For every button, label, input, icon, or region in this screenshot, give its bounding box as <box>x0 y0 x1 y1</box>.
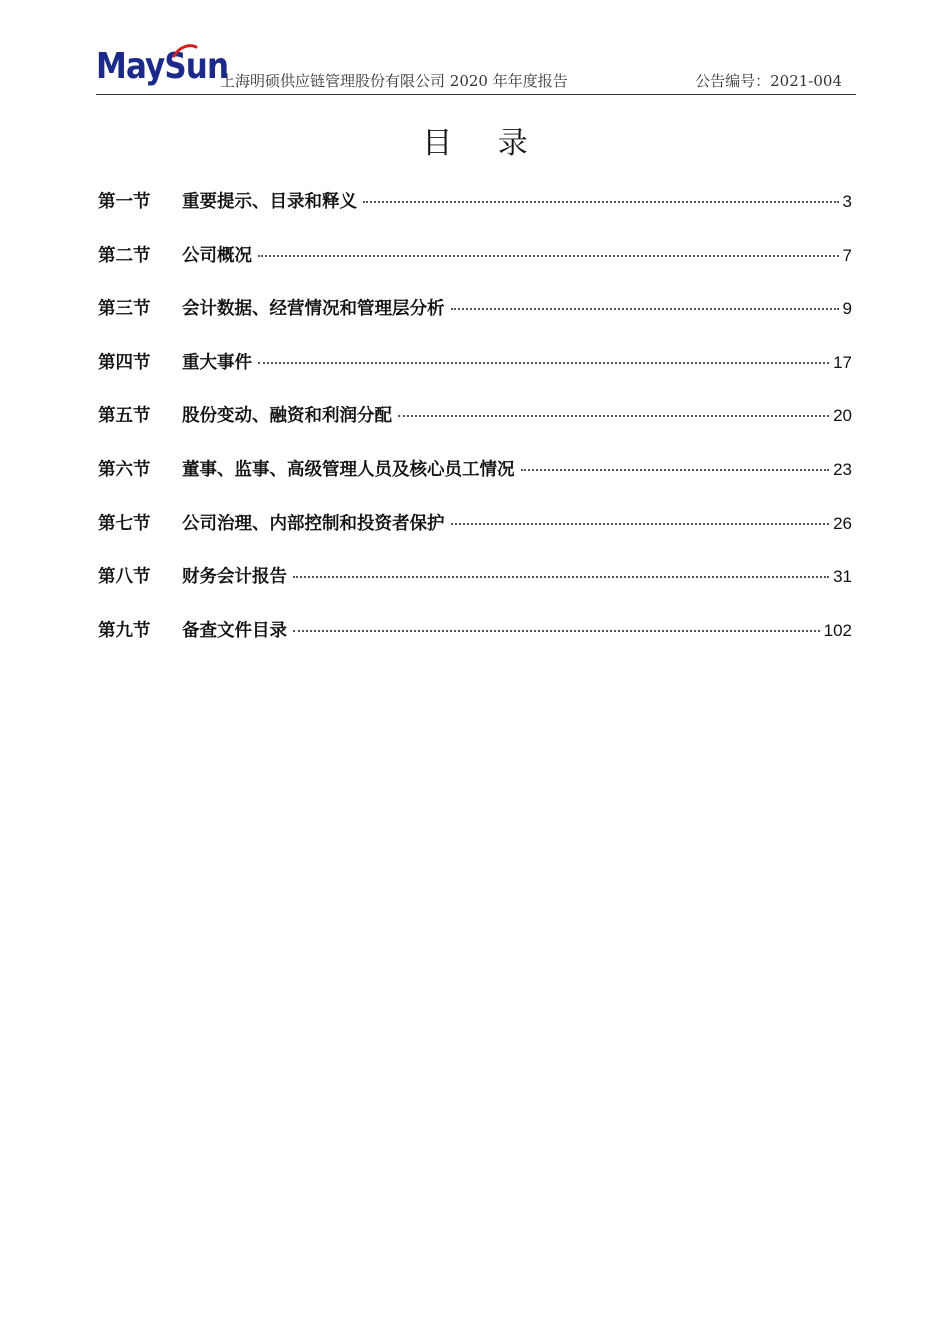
toc-entry-6[interactable] <box>98 456 852 510</box>
page-header <box>96 40 856 95</box>
toc-leader-dots <box>258 255 839 257</box>
toc-page-number: 23 <box>833 459 852 479</box>
toc-entry-3[interactable] <box>98 295 852 349</box>
toc-entry-1[interactable] <box>98 188 852 242</box>
toc-leader-dots <box>398 415 829 417</box>
toc-leader-dots <box>363 201 839 203</box>
maysun-logo <box>96 44 229 90</box>
toc-section-number: 第五节 <box>98 406 151 427</box>
toc-leader-dots <box>293 576 829 578</box>
toc-section-number: 第六节 <box>98 459 151 480</box>
toc-page-number: 17 <box>833 352 852 372</box>
toc-heading: 重要提示、目录和释义 <box>182 192 357 212</box>
toc-leader-dots <box>293 630 820 632</box>
toc-section-number: 第八节 <box>98 567 151 588</box>
toc-section-number: 第九节 <box>98 620 151 641</box>
toc-page-number: 31 <box>833 567 852 587</box>
toc-title: 目 录 <box>422 126 546 161</box>
toc-entry-4[interactable] <box>98 349 852 403</box>
toc-page-number: 26 <box>833 513 852 533</box>
toc-leader-dots <box>521 469 830 471</box>
toc-page-number: 3 <box>842 192 852 211</box>
toc-entry-7[interactable] <box>98 510 852 564</box>
logo-swoosh-icon <box>172 44 198 60</box>
toc-leader-dots <box>451 523 830 525</box>
toc-section-number: 第三节 <box>98 299 151 320</box>
toc-entry-8[interactable] <box>98 563 852 617</box>
table-of-contents <box>98 188 852 670</box>
logo-wordmark: MaySun <box>96 46 229 87</box>
toc-heading: 备查文件目录 <box>182 620 287 641</box>
toc-page-number: 20 <box>833 406 852 426</box>
toc-leader-dots <box>258 362 829 364</box>
toc-heading: 会计数据、经营情况和管理层分析 <box>182 299 445 320</box>
header-company-report: 上海明硕供应链管理股份有限公司 2020 年年度报告 <box>220 72 568 90</box>
toc-leader-dots <box>451 308 839 310</box>
toc-section-number: 第七节 <box>98 513 151 534</box>
toc-heading: 公司概况 <box>182 245 252 266</box>
toc-heading: 董事、监事、高级管理人员及核心员工情况 <box>182 459 515 480</box>
toc-section-number: 第二节 <box>98 245 151 266</box>
toc-page-number: 9 <box>842 299 852 319</box>
toc-section-number: 第四节 <box>98 352 151 373</box>
toc-page-number: 102 <box>823 620 852 640</box>
header-notice-number: 公告编号：2021-004 <box>695 72 842 90</box>
toc-heading: 财务会计报告 <box>182 567 287 588</box>
toc-entry-5[interactable] <box>98 402 852 456</box>
toc-heading: 股份变动、融资和利润分配 <box>182 406 392 427</box>
toc-heading: 重大事件 <box>182 352 252 373</box>
toc-page-number: 7 <box>842 245 852 265</box>
toc-entry-2[interactable] <box>98 242 852 296</box>
toc-entry-9[interactable] <box>98 617 852 671</box>
toc-section-number: 第一节 <box>98 192 151 212</box>
toc-heading: 公司治理、内部控制和投资者保护 <box>182 513 445 534</box>
